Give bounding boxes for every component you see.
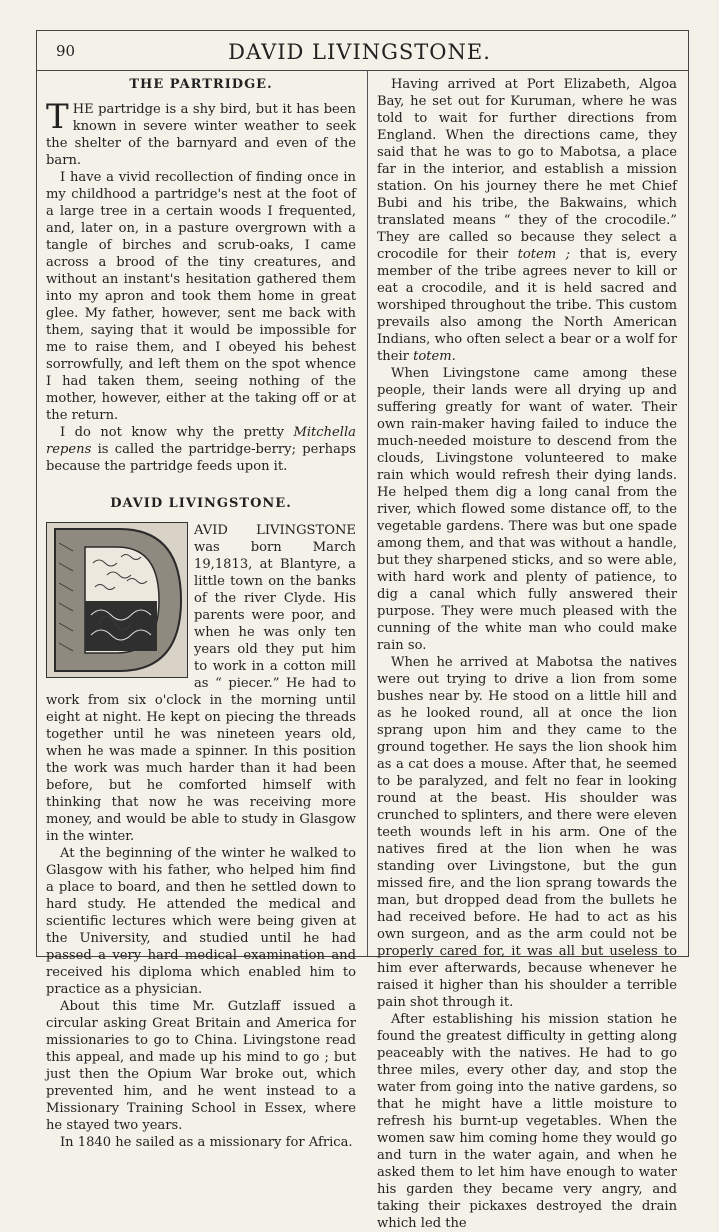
left-column [46, 76, 356, 1151]
partridge-title: THE PARTRIDGE. [129, 77, 273, 92]
ornamental-d-icon [47, 523, 187, 677]
right-paragraph-3: When he arrived at Mabotsa the natives were out trying to drive a lion from some bushes near by. He stood on a little hill and as he looked round, all at once the lion sprang upon him and they came to the ground together. He says the lion shook him as a cat does a mouse. After that, he seemed to be paralyzed, and felt no fear in looking round at the beast. His shoulder was crunched to splinters, and there were eleven teeth wounds left in his arm. One of the natives fired at the lion when he was standing over Livingstone, but the gun missed fire, and the lion sprang towards the man, but dropped dead from the bullets he had received before. He had to act as his own surgeon, and as the arm could not be properly cared for, it was all but useless to him ever afterwards, because whenever he raised it higher than his shoulder a terrible pain shot through it. [377, 655, 677, 1010]
right-column [377, 76, 677, 1232]
partridge-paragraph-2: I have a vivid recollection of finding once in my childhood a partridge's nest at the foot of a large tree in a certain woods I frequented, and, later on, in a pasture overgrown with a tangle of birches and scrub-oaks, I came across a brood of the tiny creatures, and without an instant's hesitation gathered them into my apron and took them home in great glee. My father, however, sent me back with them, saying that it would be impossible for me to raise them, and I obeyed his behest sorrowfully, and left them on the spot whence I had taken them, seeing nothing of the mother, however, either at the taking off or at the return. [46, 170, 356, 423]
partridge-paragraph-1: THE partridge is a shy bird, but it has been known in severe winter weather to seek the shelter of the barnyard and even of the barn. [46, 97, 356, 168]
right-paragraph-4: After establishing his mission station he found the greatest difficulty in getting along peaceably with the natives. He had to go three miles, every other day, and stop the water from going into the native gardens, so that he might have a little moisture to refresh his burnt-up vegetables. When the women saw him coming home they would go and turn in the water again, and when he asked them to let him have enough to water his garden they became very angry, and taking their pickaxes destroyed the drain which led the [377, 1012, 677, 1231]
right-paragraph-2: When Livingstone came among these people, their lands were all drying up and suffering greatly for want of water. Their own rain-maker having failed to induce the much-needed moisture to descend from the clouds, Livingstone volunteered to make rain which would refresh their dying lands. He helped them dig a long canal from the river, which flowed some distance off, to the vegetable gardens. There was but one spade among them, and that was without a handle, but they sharpened sticks, and so were able, with hard work and plenty of patience, to dig a canal which fully answered their purpose. They were much pleased with the cunning of the white man who could make rain so. [377, 366, 677, 653]
livingstone-paragraph-1: AVID LIVINGSTONE was born March 19,1813, at Blantyre, a little town on the banks of the river Clyde. His parents were poor, and when he was only ten years old they put him to work in a cotton mill as “ piecer.” He had to work from six o'clock in the morning until eight at night. He kept on piecing the threads together until he was nineteen years old, when he was made a spinner. In this position the work was much harder than it had been before, but he comforted himself with thinking that now he was receiving more money, and would be able to study in Glasgow in the winter. [46, 523, 356, 844]
header-rule [36, 70, 689, 71]
livingstone-paragraph-2: At the beginning of the winter he walked to Glasgow with his father, who helped him find a place to board, and then he settled down to hard study. He attended the medical and scientific lectures which were being given at the University, and studied until he had passed a very hard medical examination and received his diploma which enabled him to practice as a physician. [46, 846, 356, 997]
livingstone-paragraph-3: About this time Mr. Gutzlaff issued a circular asking Great Britain and America for missionaries to go to China. Livingstone read this appeal, and made up his mind to go ; but just then the Opium War broke out, which prevented him, and he went instead to a Missionary Training School in Essex, where he stayed two years. [46, 999, 356, 1133]
running-title: DAVID LIVINGSTONE. [228, 40, 491, 64]
livingstone-title: DAVID LIVINGSTONE. [110, 496, 292, 511]
column-divider [367, 70, 368, 956]
species-name: Mitchella repens [46, 425, 356, 457]
livingstone-paragraph-4: In 1840 he sailed as a missionary for Africa. [60, 1135, 353, 1150]
partridge-paragraph-3: I do not know why the pretty Mitchella repens is called the partridge-berry; perhaps because the partridge feeds upon it. [46, 425, 356, 474]
decorated-initial-d [46, 522, 188, 678]
right-paragraph-1: Having arrived at Port Elizabeth, Algoa Bay, he set out for Kuruman, where he was told to wait for further directions from England. When the directions came, they said that he was to go to Mabotsa, a place far in the interior, and establish a mission station. On his journey there he met Chief Bubi and his tribe, the Bakwains, which translated means “ they of the crocodile.” They are called so because they select a crocodile for their totem ; that is, every member of the tribe agrees never to kill or eat a crocodile, and it is held sacred and worshiped throughout the tribe. This custom prevails also among the North American Indians, who often select a bear or a wolf for their totem. [377, 77, 677, 364]
partridge-drop-letter: T [46, 97, 69, 137]
page-number: 90 [56, 42, 76, 60]
